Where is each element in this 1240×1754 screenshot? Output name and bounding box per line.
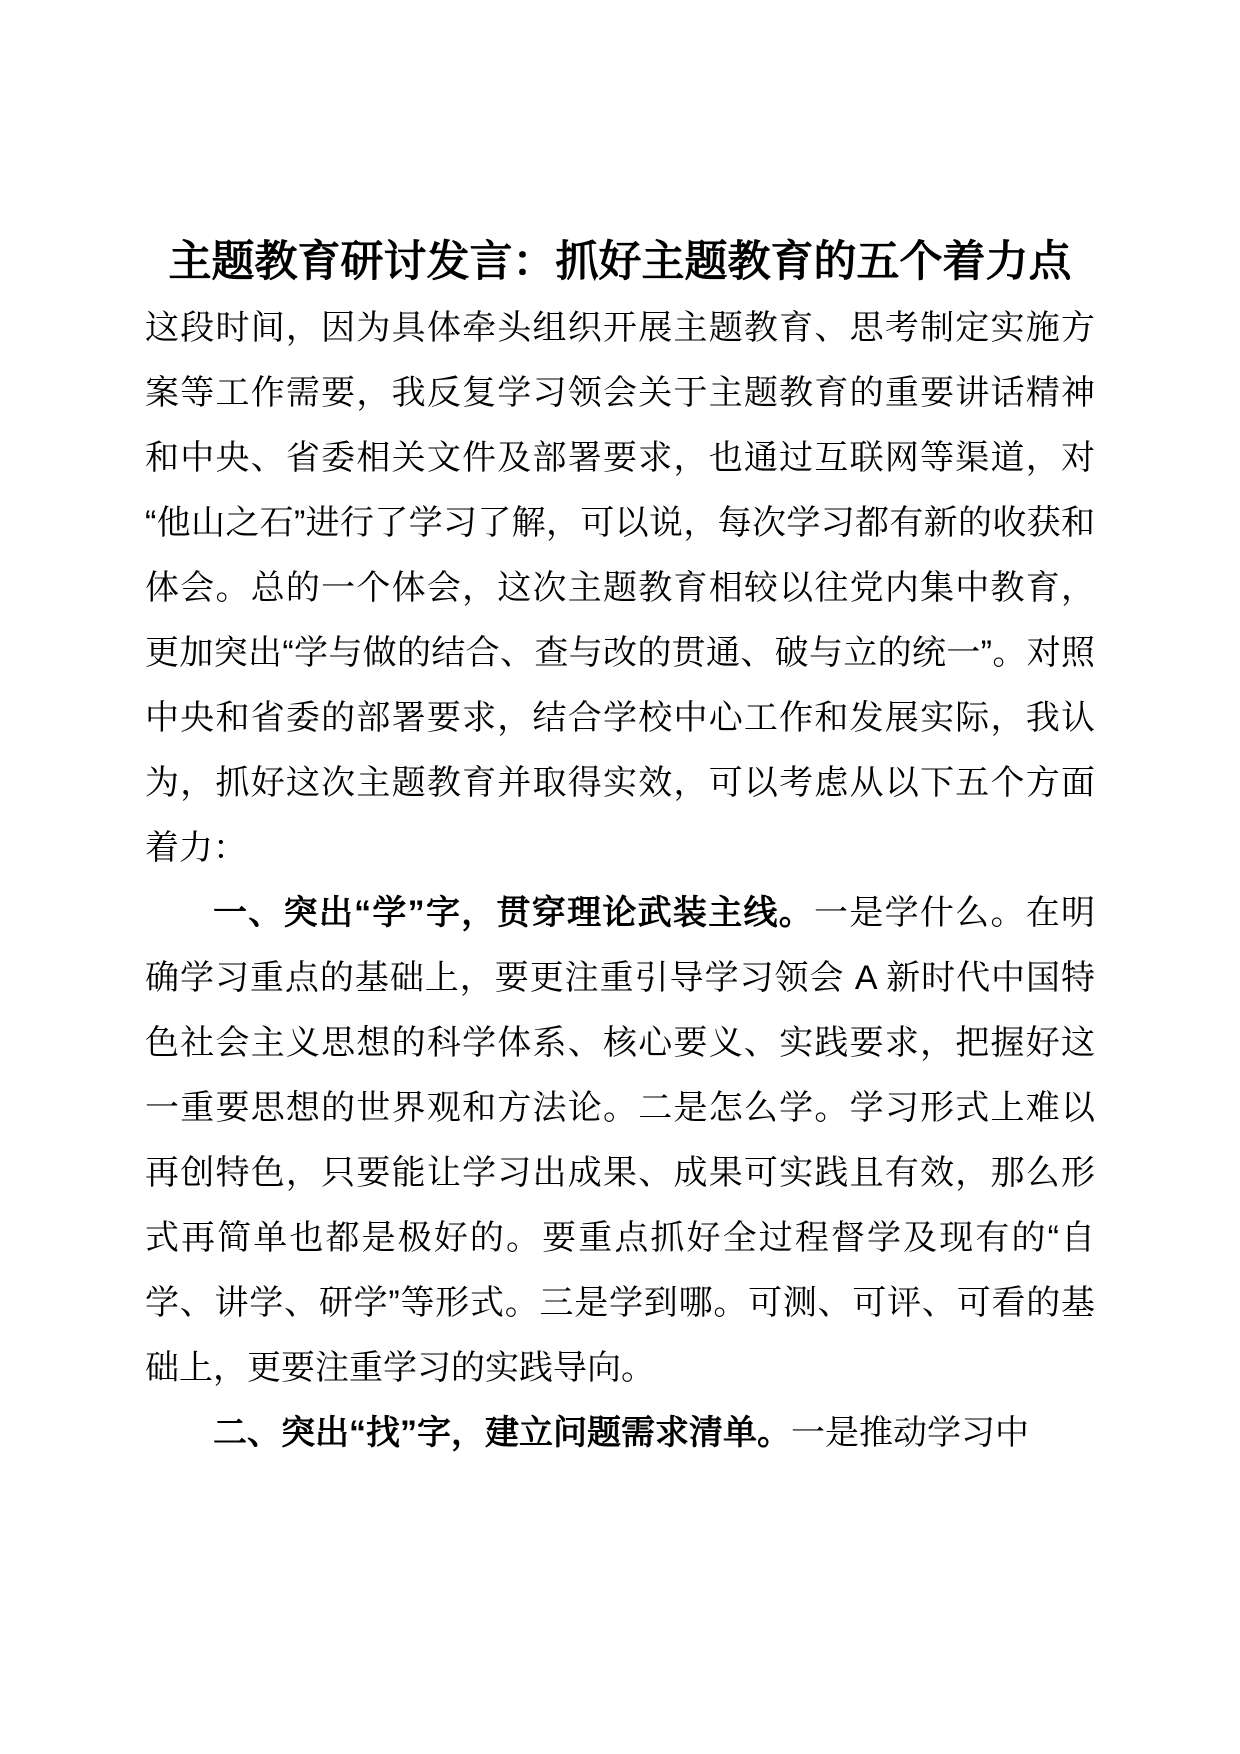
paragraph-lead: 一、突出“学”字，贯穿理论武装主线。	[213, 894, 815, 932]
paragraph-text: 一是学什么。在明确学习重点的基础上，要更注重引导学习领会 A 新时代中国特色社会主义思想的科学体系、核心要义、实践要求，把握好这一重要思想的世界观和方法论。二是怎么学。学习形式上难以再创特色，只要能让学习出成果、成果可实践且有效，那么形式再简单也都是极好的。要重点抓好全过程督学及现有的“自学、讲学、研学”等形式。三是学到哪。可测、可评、可看的基础上，更要注重学习的实践导向。	[145, 894, 1096, 1387]
paragraph-text: 这段时间，因为具体牵头组织开展主题教育、思考制定实施方案等工作需要，我反复学习领会关于主题教育的重要讲话精神和中央、省委相关文件及部署要求，也通过互联网等渠道，对“他山之石”进行了学习了解，可以说，每次学习都有新的收获和体会。总的一个体会，这次主题教育相较以往党内集中教育，更加突出“学与做的结合、查与改的贯通、破与立的统一”。对照中央和省委的部署要求，结合学校中心工作和发展实际，我认为，抓好这次主题教育并取得实效，可以考虑从以下五个方面着力：	[145, 309, 1095, 867]
paragraph-text: 一是推动学习中	[791, 1414, 1029, 1452]
paragraph	[145, 881, 1095, 1401]
document-title: 主题教育研讨发言：抓好主题教育的五个着力点	[168, 238, 1072, 286]
paragraph	[145, 296, 1095, 881]
paragraph	[145, 1401, 1095, 1466]
document-body	[145, 296, 1095, 1466]
paragraph-lead: 二、突出“找”字，建立问题需求清单。	[213, 1414, 791, 1452]
